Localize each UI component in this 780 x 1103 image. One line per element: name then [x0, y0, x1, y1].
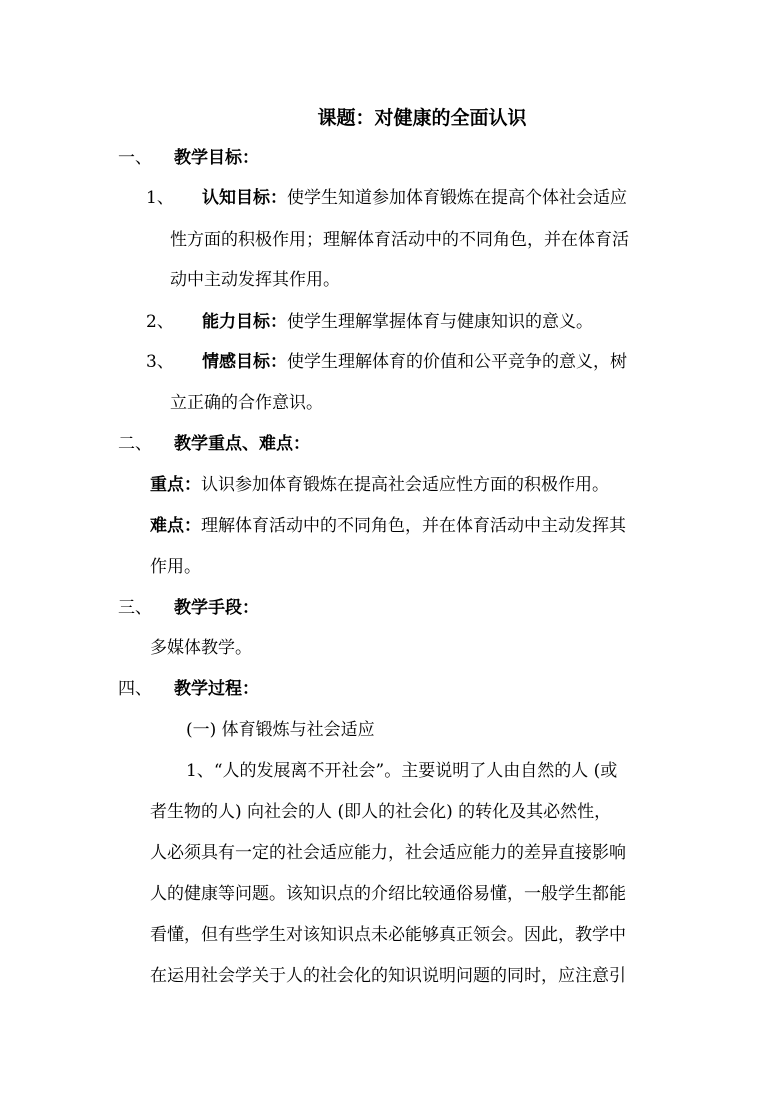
item-text: 使学生理解体育的价值和公平竞争的意义，树 [287, 352, 627, 372]
section-number: 四、 [118, 679, 152, 699]
section-title: 教学过程： [174, 679, 259, 699]
item-number: 2、 [146, 312, 174, 332]
section-title: 教学手段： [174, 598, 259, 618]
paragraph-line: 者生物的人) 向社会的人 (即人的社会化) 的转化及其必然性， [150, 802, 612, 822]
key-point-label: 重点： [150, 475, 201, 495]
subsection-heading: (一) 体育锻炼与社会适应 [186, 720, 375, 740]
paragraph-line: 1、“人的发展离不开社会”。主要说明了人由自然的人 (或 [186, 761, 618, 781]
difficulty-point [150, 514, 626, 538]
section-1-heading [118, 146, 259, 170]
item-text: 使学生知道参加体育锻炼在提高个体社会适应 [287, 188, 627, 208]
item-text-line: 动中主动发挥其作用。 [170, 270, 340, 290]
document-title: 课题：对健康的全面认识 [317, 107, 527, 129]
objective-item [146, 350, 627, 374]
item-text: 使学生理解掌握体育与健康知识的意义。 [287, 312, 593, 332]
key-point [150, 473, 609, 497]
section-number: 二、 [118, 434, 152, 454]
paragraph-line: 人必须具有一定的社会适应能力，社会适应能力的差异直接影响 [150, 843, 626, 863]
teaching-method-text: 多媒体教学。 [150, 638, 252, 658]
paragraph-line: 人的健康等问题。该知识点的介绍比较通俗易懂，一般学生都能 [150, 884, 626, 904]
section-2-heading [118, 432, 310, 456]
difficulty-text: 理解体育活动中的不同角色，并在体育活动中主动发挥其 [201, 516, 626, 536]
item-text-line: 性方面的积极作用；理解体育活动中的不同角色，并在体育活 [170, 230, 629, 250]
item-label: 认知目标： [202, 188, 287, 208]
difficulty-text-line: 作用。 [150, 557, 201, 577]
difficulty-label: 难点： [150, 516, 201, 536]
item-number: 3、 [146, 352, 174, 372]
objective-item [146, 310, 593, 334]
section-4-heading [118, 677, 259, 701]
objective-item [146, 186, 627, 210]
section-3-heading [118, 596, 259, 620]
section-number: 三、 [118, 598, 152, 618]
section-title: 教学目标： [174, 148, 259, 168]
section-number: 一、 [118, 148, 152, 168]
section-title: 教学重点、难点： [174, 434, 310, 454]
item-text-line: 立正确的合作意识。 [170, 393, 323, 413]
item-label: 情感目标： [202, 352, 287, 372]
item-number: 1、 [146, 188, 174, 208]
item-label: 能力目标： [202, 312, 287, 332]
key-point-text: 认识参加体育锻炼在提高社会适应性方面的积极作用。 [201, 475, 609, 495]
paragraph-line: 看懂，但有些学生对该知识点未必能够真正领会。因此，教学中 [150, 925, 626, 945]
paragraph-line: 在运用社会学关于人的社会化的知识说明问题的同时，应注意引 [150, 966, 626, 986]
